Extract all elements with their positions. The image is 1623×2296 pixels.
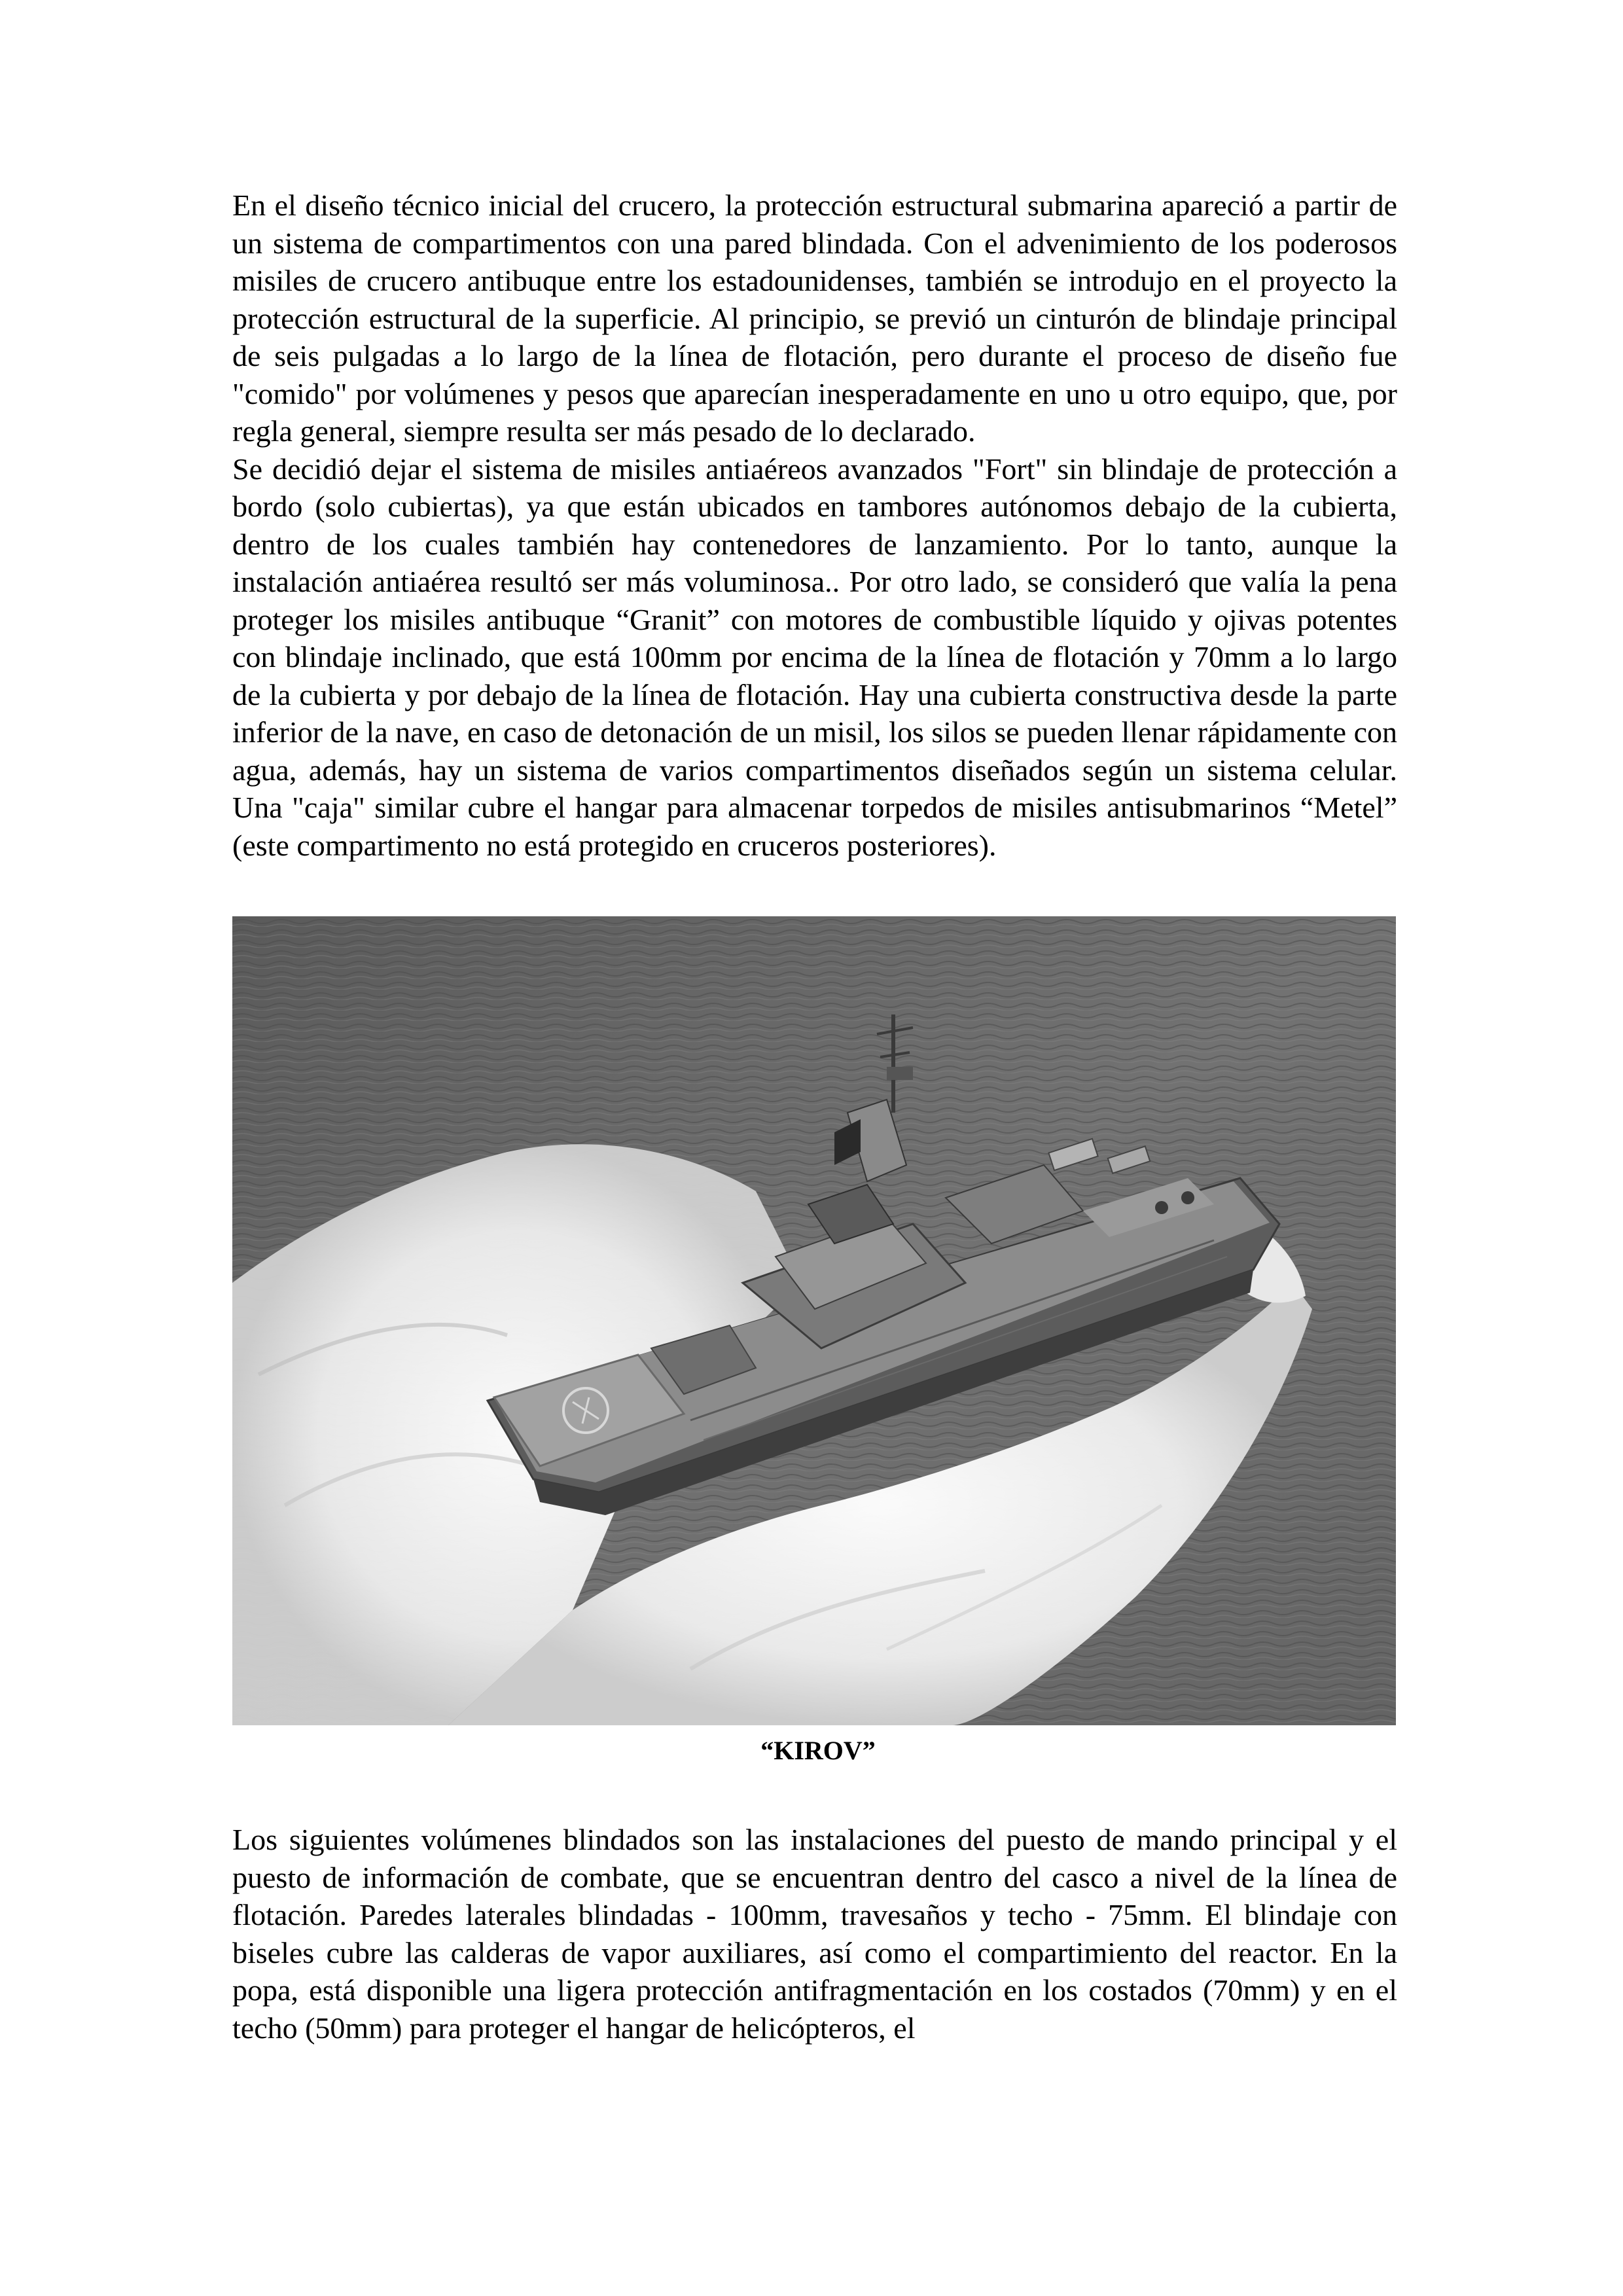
figure-caption: “KIROV” (760, 1736, 876, 1765)
document-page (232, 187, 1397, 2047)
kirov-cruiser-photo (232, 916, 1396, 1725)
paragraph-armor-design: En el diseño técnico inicial del crucero, la protección estructural submarina apareció a partir de un sistema de compartimentos con una pared blindada. Con el advenimiento de los poderosos misiles de crucero antibuque entre los estadounidenses, también se introdujo en el proyecto la protección estructural de la superficie. Al principio, se previó un cinturón de blindaje principal de seis pulgadas a lo largo de la línea de flotación, pero durante el proceso de diseño fue "comido" por volúmenes y pesos que aparecían inesperadamente en uno u otro equipo, que, por regla general, siempre resulta ser más pesado de lo declarado. (232, 188, 1397, 448)
paragraph-armored-volumes: Los siguientes volúmenes blindados son las instalaciones del puesto de mando principal y el puesto de información de combate, que se encuentran dentro del casco a nivel de la línea de flotación. Paredes laterales blindadas - 100mm, travesaños y techo - 75mm. El blindaje con biseles cubre las calderas de vapor auxiliares, así como el compartimiento del reactor. En la popa, está disponible una ligera protección antifragmentación en los costados (70mm) y en el techo (50mm) para proteger el hangar de helicópteros, el (232, 1823, 1397, 2045)
paragraph-missile-protection: Se decidió dejar el sistema de misiles antiaéreos avanzados "Fort" sin blindaje de protección a bordo (solo cubiertas), ya que están ubicados en tambores autónomos debajo de la cubierta, dentro de los cuales también hay contenedores de lanzamiento. Por lo tanto, aunque la instalación antiaérea resultó ser más voluminosa.. Por otro lado, se consideró que valía la pena proteger los misiles antibuque “Granit” con motores de combustible líquido y ojivas potentes con blindaje inclinado, que está 100mm por encima de la línea de flotación y 70mm a lo largo de la cubierta y por debajo de la línea de flotación. Hay una cubierta constructiva desde la parte inferior de la nave, en caso de detonación de un misil, los silos se pueden llenar rápidamente con agua, además, hay un sistema de varios compartimentos diseñados según un sistema celular. Una "caja" similar cubre el hangar para almacenar torpedos de misiles antisubmarinos “Metel” (este compartimento no está protegido en cruceros posteriores). (232, 452, 1397, 862)
